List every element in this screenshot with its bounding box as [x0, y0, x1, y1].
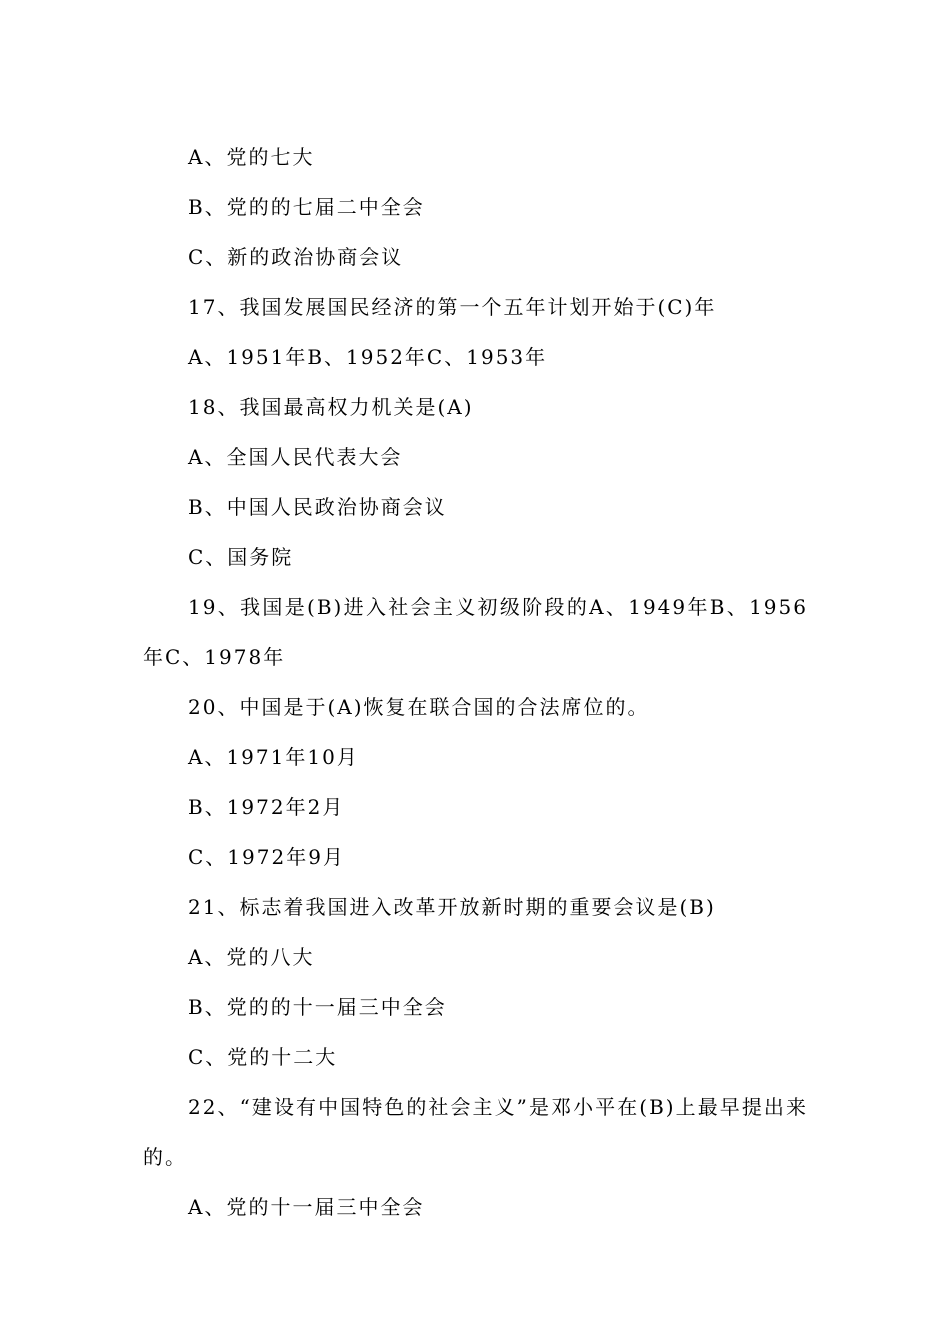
option-line: A、1971年10月	[188, 745, 359, 769]
option-line: C、新的政治协商会议	[188, 245, 404, 269]
option-line: A、党的七大	[188, 145, 315, 169]
option-line: A、1951年B、1952年C、1953年	[188, 345, 548, 369]
option-line: A、全国人民代表大会	[188, 445, 403, 469]
option-line: C、国务院	[188, 545, 294, 569]
option-line: B、1972年2月	[188, 795, 345, 819]
option-line: B、党的的十一届三中全会	[188, 995, 447, 1019]
question-line: 21、标志着我国进入改革开放新时期的重要会议是(B)	[188, 895, 716, 919]
question-line: 17、我国发展国民经济的第一个五年计划开始于(C)年	[188, 295, 717, 319]
question-paragraph: 22、“建设有中国特色的社会主义”是邓小平在(B)上最早提出来的。	[143, 1095, 808, 1169]
option-line: C、党的十二大	[188, 1045, 338, 1069]
question-line: 18、我国最高权力机关是(A)	[188, 395, 474, 419]
option-line: B、中国人民政治协商会议	[188, 495, 447, 519]
option-line: A、党的十一届三中全会	[188, 1195, 425, 1219]
question-line: 20、中国是于(A)恢复在联合国的合法席位的。	[188, 695, 650, 719]
question-paragraph: 19、我国是(B)进入社会主义初级阶段的A、1949年B、1956年C、1978年	[143, 595, 808, 669]
document-body	[143, 132, 808, 1232]
option-line: A、党的八大	[188, 945, 315, 969]
option-line: B、党的的七届二中全会	[188, 195, 425, 219]
option-line: C、1972年9月	[188, 845, 345, 869]
